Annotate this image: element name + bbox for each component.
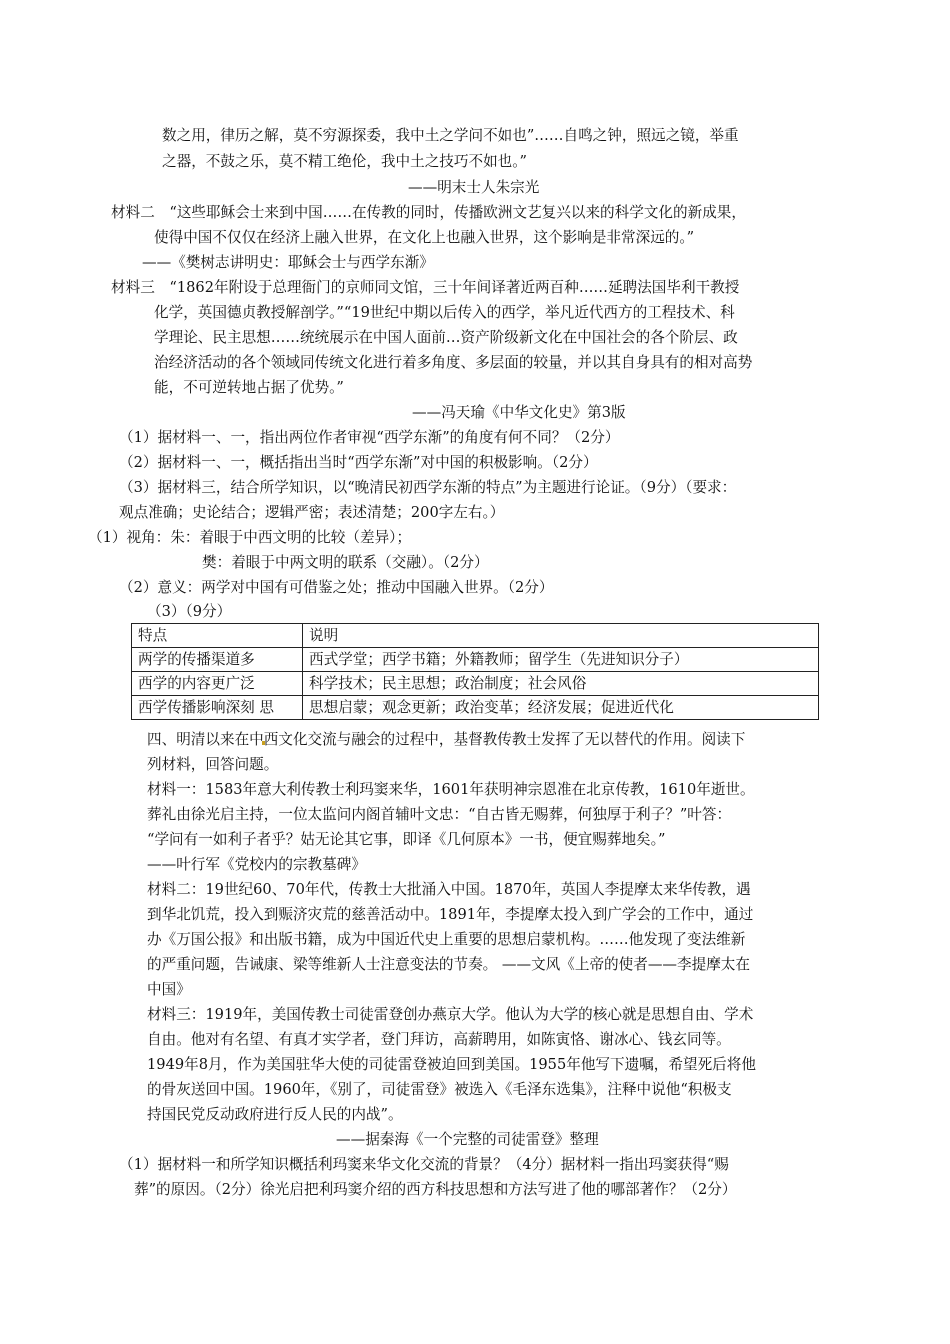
q4-material-two-text: 办《万国公报》和出版书籍，成为中国近代史上重要的思想启蒙机构。……他发现了变法维新 [147, 931, 746, 948]
answer-3-heading: （3）（9分） [147, 603, 232, 620]
answer-2: （2）意义：两学对中国有可借鉴之处；推动中国融入世界。（2分） [119, 579, 554, 596]
q4-material-three-text: 的骨灰送回中国。1960年，《别了，司徒雷登》被选入《毛泽东选集》，注释中说他“积极支 [147, 1081, 732, 1098]
q4-material-one-text: 材料一：1583年意大利传教士利玛窦来华，1601年获明神宗恩准在北京传教，1610年逝世。 [147, 781, 755, 798]
table-cell: 西学的内容更广泛 [132, 672, 303, 696]
table-cell: 西学传播影响深刻 思 [132, 696, 303, 720]
q4-material-three-text: 自由。他对有名望、有真才实学者，登门拜访，高薪聘用，如陈寅恪、谢冰心、钱玄同等。 [147, 1031, 731, 1048]
material-three-text: 学理论、民主思想……统统展示在中国人面前…资产阶级新文化在中国社会的各个阶层、政 [154, 329, 738, 346]
table-cell: 两学的传播渠道多 [132, 648, 303, 672]
question-3-1: （1）据材料一、一，指出两位作者审视“西学东渐”的角度有何不同？（2分） [119, 429, 620, 446]
q4-material-two-text: 到华北饥荒，投入到赈济灾荒的慈善活动中。1891年，李提摩太投入到广学会的工作中，通过 [147, 906, 754, 923]
table-cell: 西式学堂；西学书籍；外籍教师；留学生（先进知识分子） [303, 648, 819, 672]
q4-material-two-text: 的严重问题，告诫康、梁等维新人士注意变法的节奏。 ——文风《上帝的使者——李提摩太在 [147, 956, 750, 973]
material-two-source: ——《樊树志讲明史：耶稣会士与西学东渐》 [142, 254, 434, 271]
q4-material-three-text: 1949年8月，作为美国驻华大使的司徒雷登被迫回到美国。1955年他写下遗嘱，希望死后将他 [147, 1056, 756, 1073]
q4-material-two-text: 中国》 [147, 981, 191, 998]
table-header-row [132, 624, 819, 648]
material-three-text: 治经济活动的各个领域同传统文化进行着多角度、多层面的较量，并以其自身具有的相对高势 [154, 354, 753, 371]
material-three-source: ——冯天瑜《中华文化史》第3版 [412, 404, 626, 421]
table-cell: 思想启蒙；观念更新；政治变革；经济发展；促进近代化 [303, 696, 819, 720]
question-4-intro: 四、明清以来在中西文化交流与融会的过程中，基督教传教士发挥了无以替代的作用。阅读下 [147, 731, 746, 748]
question-3-3: （3）据材料三，结合所学知识，以“晚清民初西学东渐的特点”为主题进行论证。（9分）（要求： [119, 479, 737, 496]
material-two-text: 材料二 “这些耶稣会士来到中国……在传教的同时，传播欧洲文艺复兴以来的科学文化的新成果， [111, 204, 746, 221]
q4-material-one-text: 葬礼由徐光启主持，一位太监问内阁首辅叶文忠：“自古皆无赐葬，何独厚于利子？”叶答： [147, 806, 732, 823]
table-header-cell: 特点 [132, 624, 303, 648]
table-row [132, 672, 819, 696]
question-4-intro: 列材料，回答问题。 [147, 756, 279, 773]
q4-material-two-text: 材料二：19世纪60、70年代，传教士大批涌入中国。1870年，英国人李提摩太来华传教，遇 [147, 881, 751, 898]
question-3-2: （2）据材料一、一，概括指出当时“西学东渐”对中国的积极影响。（2分） [119, 454, 598, 471]
q4-material-one-text: “学问有一如利子者乎？姑无论其它事，即译《几何原本》一书，便宜赐葬地矣。” [147, 831, 666, 848]
table-cell: 科学技术；民主思想；政治制度；社会风俗 [303, 672, 819, 696]
q4-material-three-source: ——据秦海《一个完整的司徒雷登》整理 [336, 1131, 599, 1148]
material-one-continuation-line: 数之用，律历之解，莫不穷源探委，我中土之学问不如也”……自鸣之钟，照远之镜，举重 [162, 127, 739, 144]
q4-material-one-source: ——叶行军《党校内的宗教墓碑》 [147, 856, 366, 873]
table-row [132, 696, 819, 720]
table-row [132, 648, 819, 672]
material-one-continuation-line: 之器，不鼓之乐，莫不精工绝伦，我中土之技巧不如也。” [162, 153, 528, 170]
material-three-text: 化学，英国德贞教授解剖学。”“19世纪中期以后传入的西学，举凡近代西方的工程技术、科 [154, 304, 735, 321]
answer-1-line: 樊：着眼于中两文明的联系（交融）。（2分） [202, 554, 489, 571]
answer-table [131, 623, 819, 720]
question-4-1: 葬”的原因。（2分）徐光启把利玛窦介绍的西方科技思想和方法写进了他的哪部著作？（2分） [134, 1181, 737, 1198]
material-two-text: 使得中国不仅仅在经济上融入世界，在文化上也融入世界，这个影响是非常深远的。” [154, 229, 695, 246]
question-3-3-requirements: 观点准确；史论结合；逻辑严密；表述清楚；200字左右。） [119, 504, 505, 521]
material-one-source: ——明末士人朱宗光 [408, 179, 540, 196]
q4-material-three-text: 材料三：1919年，美国传教士司徒雷登创办燕京大学。他认为大学的核心就是思想自由、学术 [147, 1006, 754, 1023]
question-4-1: （1）据材料一和所学知识概括利玛窦来华文化交流的背景？（4分）据材料一指出玛窦获得“赐 [119, 1156, 729, 1173]
table-header-cell: 说明 [303, 624, 819, 648]
material-three-text: 材料三 “1862年附设于总理衙门的京师同文馆，三十年间译著近两百种……延聘法国毕利干教授 [111, 279, 740, 296]
material-three-text: 能，不可逆转地占据了优势。” [154, 379, 344, 396]
answer-1-line: （1）视角：朱：着眼于中西文明的比较（差异）； [88, 529, 412, 546]
q4-material-three-text: 持国民党反动政府进行反人民的内战”。 [147, 1106, 403, 1123]
